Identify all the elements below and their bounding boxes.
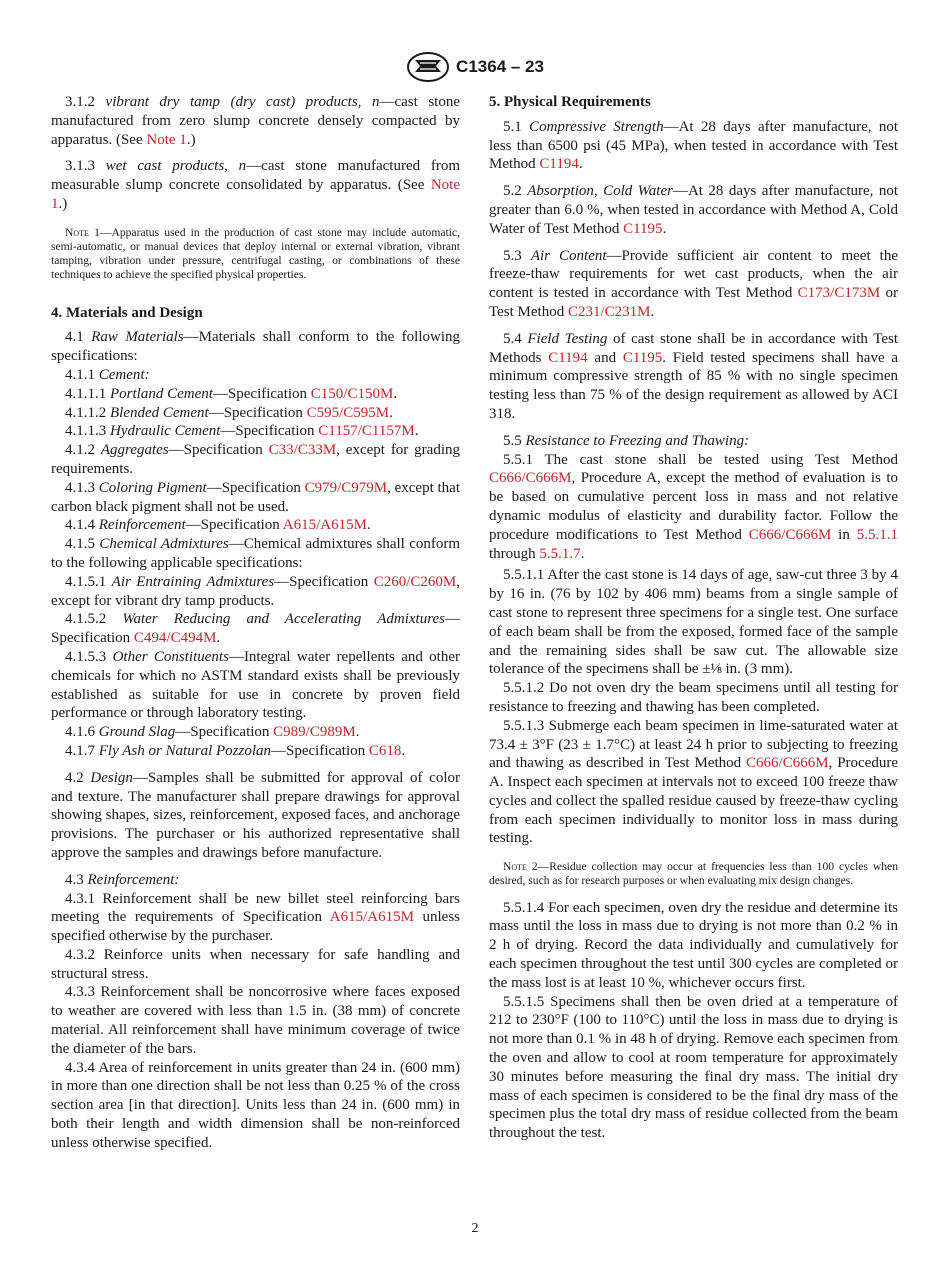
note-text: 2—Residue collection may occur at frequencies less than 100 cycles when desired, such as for research purposes or when evaluating mix design changes. — [489, 860, 898, 888]
para-4-1-3 — [51, 479, 460, 517]
para-term: Water Reducing and Accelerating Admixtures — [122, 611, 445, 628]
section-5-heading: 5. Physical Requirements — [489, 94, 651, 110]
para-text: Submerge each beam specimen in lime-saturated water at 73.4 ± 3°F (23 ± 1.7°C) at least 24 h prior to subjecting to freezing and thawing as described in Test Method — [489, 717, 898, 772]
para-term: Air Entraining Admixtures — [111, 573, 275, 590]
para-text: —Specification — [212, 385, 311, 402]
para-text: —At 28 days after manufacture, not greater than 6.0 %, when tested in accordance with Method A, Cold Water of Test Method — [489, 183, 899, 237]
para-number: 4.1.5 — [65, 536, 95, 553]
para-number: 3.1.2 — [65, 94, 95, 110]
para-4-1-2 — [51, 441, 460, 479]
spec-link[interactable]: C1194 — [539, 156, 579, 173]
para-text: Reinforce units when necessary for safe handling and structural stress. — [51, 946, 460, 982]
para-5-5-1-2 — [489, 679, 898, 717]
para-text: in — [831, 526, 857, 543]
para-number: 5.5 — [503, 432, 522, 449]
para-number: 5.4 — [503, 330, 522, 347]
para-number: 4.1.1 — [65, 366, 95, 383]
para-text: —Chemical admixtures shall conform to the following applicable specifications: — [51, 536, 461, 571]
para-text: The cast stone shall be tested using Test Method — [544, 451, 899, 468]
spec-link[interactable]: C595/C595M — [306, 404, 390, 421]
left-column — [51, 93, 460, 1153]
spec-link[interactable]: C1195 — [622, 349, 663, 366]
para-number: 5.5.1.1 — [503, 567, 545, 584]
para-number: 4.3.2 — [65, 946, 95, 963]
para-text: —At 28 days after manufacture, not less than 6500 psi (45 MPa), when tested in accordance with Test Method — [489, 118, 898, 173]
para-term: Other Constituents — [112, 648, 229, 665]
note-text: 1—Apparatus used in the production of cast stone may include automatic, semi-automatic, or manual devices that deploy internal or external vibration, vibrant tamping, vibration under pressure, centrifugal casting, or combinations of these techniques to achieve the specified physical properties. — [51, 225, 460, 282]
note-2 — [489, 860, 898, 888]
para-text: —cast stone manufactured from zero slump concrete densely compacted by apparatus. (See — [51, 94, 461, 148]
para-text: —Integral water repellents and other chemicals for which no ASTM standard exists shall be previously established as suitable for use in concrete by proven field performance or through laboratory testing. — [51, 648, 460, 722]
spec-link[interactable]: C666/C666M — [748, 526, 832, 543]
para-number: 4.3.4 — [65, 1059, 95, 1076]
para-number: 4.1.1.3 — [65, 423, 107, 440]
para-text: Do not oven dry the beam specimens until all testing for resistance to freezing and thawing has been completed. — [489, 680, 899, 715]
para-text: through — [489, 545, 540, 562]
spec-link[interactable]: C618 — [368, 742, 402, 759]
para-5-5-1-3 — [489, 717, 898, 849]
para-term: Absorption, Cold Water — [527, 183, 673, 200]
para-term: Raw Materials — [91, 329, 184, 346]
para-term: Coloring Pigment — [98, 479, 207, 496]
para-term: Field Testing — [527, 330, 608, 347]
para-5-3 — [489, 247, 898, 322]
para-text: .) — [58, 195, 68, 212]
para-5-1 — [489, 118, 898, 174]
standard-designation: C1364 – 23 — [456, 57, 544, 76]
para-text: After the cast stone is 14 days of age, saw-cut three 3 by 4 by 16 in. (76 by 102 by 406 mm) beams from a single sample of cast stone to represent three specimens for a single test. One surface of each beam shall be from the exposed, formed face of the sample and the remaining sides shall be saw cut. The allowable size tolerance of the specimens shall be ±⅛ in. (3 mm). — [489, 567, 898, 678]
para-text: unless specified otherwise by the purchaser. — [51, 909, 460, 945]
para-text: . — [366, 517, 371, 534]
para-text: Area of reinforcement in units greater than 24 in. (600 mm) in more than one direction shall be not less than 0.25 % of the cross section area [in that direction]. Units less than 24 in. (600 mm) in both their length and width dimension shall be non-reinforced unless otherwise specified. — [51, 1059, 460, 1151]
para-4-1-1 — [51, 366, 460, 385]
para-4-1 — [51, 328, 460, 366]
para-text: —Specification — [168, 442, 269, 459]
spec-link[interactable]: C1194 — [548, 349, 588, 366]
para-4-3-1 — [51, 890, 460, 946]
para-number: 4.1.3 — [65, 479, 95, 496]
spec-link[interactable]: A615/A615M — [282, 517, 367, 534]
para-number: 4.1.1.2 — [65, 404, 107, 421]
para-4-3-3 — [51, 983, 460, 1058]
para-text: , except for grading requirements. — [51, 442, 460, 477]
para-number: 4.3 — [65, 871, 84, 888]
para-term: Design — [90, 769, 133, 786]
para-term: Reinforcement: — [87, 871, 180, 888]
para-text: —Specification — [220, 423, 319, 440]
para-text: of cast stone shall be in accordance with Test Methods — [489, 330, 899, 366]
para-text: . Field tested specimens shall have a minimum compressive strength of 85 % with no single specimen testing less than 75 % of the design requirement as allowed by ACI 318. — [489, 349, 898, 422]
para-term: Resistance to Freezing and Thawing: — [525, 432, 750, 449]
para-term: Blended Cement — [110, 404, 209, 421]
para-text: For each specimen, oven dry the residue and determine its mass until the loss in mass due to drying is not more than 0.2 % in 2 h of drying. Record the data individually and cumulatively for each specimen throughout the test until 300 cycles are completed or the mass lost is at least 10 %, whichever occurs first. — [489, 899, 898, 991]
page-header — [0, 50, 950, 86]
para-number: 4.1.2 — [65, 442, 95, 459]
spec-link[interactable]: C666/C666M — [489, 470, 572, 487]
para-term: Ground Slag — [98, 724, 176, 741]
para-text: , Procedure A. Inspect each specimen at intervals not to exceed 100 freeze thaw cycles and collect the spalled residue caused by freeze-thaw cycling from each specimen individually to monitor loss in mass during testing. — [489, 755, 898, 847]
para-text: —Specification — [206, 479, 305, 496]
para-text: or Test Method — [489, 285, 899, 320]
para-number: 4.2 — [65, 769, 84, 786]
section-4-heading: 4. Materials and Design — [51, 304, 203, 321]
para-4-1-5-3 — [51, 648, 460, 723]
para-4-1-7 — [51, 742, 460, 761]
para-number: 4.1.7 — [65, 742, 95, 759]
para-text: —Specification — [208, 404, 307, 421]
para-text: Specimens shall then be oven dried at a temperature of 212 to 230°F (100 to 110°C) until the loss in mass due to drying is not more than 0.1 % in 48 h of drying. Remove each specimen from the oven and allow to cool at room temperature for approximately 30 minutes before measuring the final dry mass. The initial dry mass of each specimen is considered to be the final dry mass of the specimen plus the total dry mass of residue collected from the beam throughout the test. — [489, 993, 898, 1142]
para-text: , except that carbon black pigment shall not be used. — [51, 479, 461, 515]
note-label: Note — [65, 225, 89, 239]
para-number: 4.3.1 — [65, 890, 95, 907]
para-4-1-1-1 — [51, 385, 460, 404]
para-term: Hydraulic Cement — [110, 423, 221, 440]
note-label: Note — [503, 860, 527, 874]
para-term: Fly Ash or Natural Pozzolan — [98, 742, 271, 759]
para-text: . — [355, 724, 360, 741]
para-text: —cast stone manufactured from measurable slump concrete consolidated by apparatus. (See — [51, 158, 460, 194]
para-4-2 — [51, 769, 460, 863]
para-term: Air Content — [530, 247, 607, 264]
para-term: Portland Cement — [110, 385, 213, 402]
spec-link[interactable]: C989/C989M — [273, 724, 356, 741]
para-4-3-4 — [51, 1059, 460, 1153]
para-text: —Materials shall conform to the following specifications: — [51, 329, 461, 365]
para-number: 5.2 — [503, 183, 522, 200]
para-4-3 — [51, 871, 460, 890]
para-4-1-6 — [51, 723, 460, 742]
para-term: Chemical Admixtures — [99, 536, 229, 553]
para-text: —Specification — [185, 517, 283, 534]
para-term: Compressive Strength — [529, 118, 664, 135]
para-text: —Provide sufficient air content to meet the freeze-thaw requirements for wet cast products, when the air content is tested in accordance with Test Method — [489, 247, 898, 302]
para-text: —Specification — [271, 742, 369, 759]
para-5-5 — [489, 432, 898, 451]
para-5-2 — [489, 182, 898, 238]
para-number: 5.3 — [503, 247, 522, 264]
para-number: 4.1.5.1 — [65, 573, 107, 590]
para-text: . — [401, 742, 406, 759]
para-4-3-2 — [51, 946, 460, 984]
para-number: 5.5.1.3 — [503, 717, 545, 734]
para-text: —Samples shall be submitted for approval of color and texture. The manufacturer shall prepare drawings for approval showing shapes, sizes, reinforcement, exposed faces, and anchorage provisions. The purchaser or his authorized representative shall approve the samples and drawings before manufacture. — [51, 769, 460, 861]
para-number: 3.1.3 — [65, 158, 95, 175]
para-text: Reinforcement shall be noncorrosive where faces exposed to weather are covered with less than 1.5 in. (38 mm) of concrete material. All reinforcement shall have minimum coverage of twice the diameter of the bars. — [51, 984, 461, 1057]
right-column — [489, 93, 898, 1143]
spec-link[interactable]: C666/C666M — [746, 755, 829, 772]
defined-term: wet cast products, n — [105, 158, 247, 175]
note-1-link[interactable]: Note 1 — [146, 131, 187, 148]
para-4-1-5-1 — [51, 573, 460, 611]
para-number: 4.3.3 — [65, 984, 95, 1001]
para-number: 5.5.1 — [503, 451, 533, 468]
para-number: 5.1 — [503, 118, 522, 135]
section-link[interactable]: 5.5.1.7 — [539, 545, 581, 562]
defined-term: vibrant dry tamp (dry cast) products, n — [105, 94, 380, 110]
para-text: . — [414, 423, 419, 440]
para-3-1-2 — [51, 93, 460, 149]
para-text: , except for vibrant dry tamp products. — [51, 573, 460, 609]
para-5-5-1-1 — [489, 566, 898, 679]
para-number: 5.5.1.5 — [503, 993, 545, 1010]
para-5-5-1-5 — [489, 993, 898, 1143]
para-3-1-3 — [51, 157, 460, 213]
spec-link[interactable]: C150/C150M — [310, 385, 394, 402]
para-4-1-1-3 — [51, 422, 460, 441]
spec-link[interactable]: C494/C494M — [133, 630, 217, 647]
para-5-5-1 — [489, 451, 898, 564]
para-number: 4.1.1.1 — [65, 385, 107, 402]
para-text: . — [578, 156, 583, 173]
para-number: 4.1.6 — [65, 724, 95, 741]
para-text: . — [662, 220, 667, 237]
para-number: 4.1.5.2 — [65, 611, 107, 628]
spec-link[interactable]: C231/C231M — [567, 303, 651, 320]
section-link[interactable]: 5.5.1.1 — [856, 526, 898, 543]
para-text: —Specification — [175, 724, 274, 741]
spec-link[interactable]: C260/C260M — [373, 573, 457, 590]
page-number: 2 — [471, 1221, 479, 1236]
para-5-5-1-4 — [489, 899, 898, 993]
spec-link[interactable]: A615/A615M — [329, 909, 414, 926]
para-number: 5.5.1.4 — [503, 899, 545, 916]
note-1 — [51, 226, 460, 283]
note-1-link[interactable]: Note 1 — [51, 177, 460, 212]
spec-link[interactable]: C173/C173M — [797, 285, 881, 302]
spec-link[interactable]: C979/C979M — [304, 479, 388, 496]
para-4-1-4 — [51, 516, 460, 535]
para-text: . — [393, 385, 398, 402]
para-4-1-5 — [51, 535, 460, 573]
para-text: . — [580, 545, 585, 562]
para-text: —Specification — [51, 611, 460, 647]
para-number: 4.1.4 — [65, 517, 95, 534]
para-term: Cement: — [98, 366, 150, 383]
spec-link[interactable]: C33/C33M — [268, 442, 337, 459]
para-text: .) — [186, 131, 196, 148]
para-text: . — [216, 630, 221, 647]
spec-link[interactable]: C1195 — [623, 220, 663, 237]
para-text: . — [650, 303, 655, 320]
para-number: 5.5.1.2 — [503, 680, 545, 697]
para-5-4 — [489, 330, 898, 424]
para-term: Aggregates — [100, 442, 169, 459]
para-text: , Procedure A, except the method of evaluation is to be based on cumulative percent loss in mass and not relative dynamic modulus of elasticity and durability factor. Follow the procedure modifications to Test Method — [489, 470, 898, 543]
para-text: Reinforcement shall be new billet steel reinforcing bars meeting the requirements of Specification — [51, 890, 460, 926]
para-number: 4.1.5.3 — [65, 648, 107, 665]
para-text: . — [389, 404, 393, 421]
para-text: —Specification — [274, 573, 374, 590]
astm-logo-icon — [406, 50, 450, 84]
para-term: Reinforcement — [98, 517, 186, 534]
para-4-1-1-2 — [51, 404, 460, 423]
para-number: 4.1 — [65, 329, 84, 346]
para-4-1-5-2 — [51, 610, 460, 648]
para-text: and — [587, 349, 623, 366]
spec-link[interactable]: C1157/C1157M — [318, 423, 415, 440]
